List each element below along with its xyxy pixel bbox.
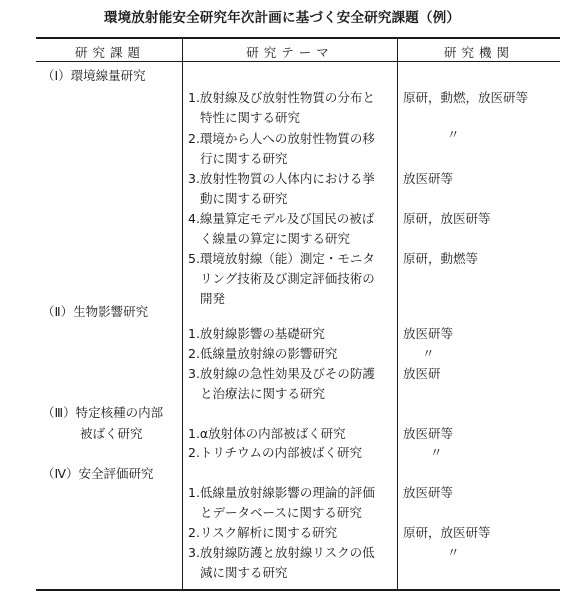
- institution: 原研，動燃等: [403, 251, 479, 266]
- header-rule: [36, 61, 560, 62]
- theme-line: 1.放射線及び放射性物質の分布と: [188, 90, 375, 105]
- theme-line: 特性に関する研究: [200, 110, 301, 125]
- theme-line: 2.トリチウムの内部被ばく研究: [188, 445, 363, 460]
- theme-line: 3.放射性物質の人体内における挙: [188, 171, 375, 186]
- institution: 原研，放医研等: [403, 211, 491, 226]
- theme-line: リング技術及び測定評価技術の: [200, 271, 375, 286]
- institution: 原研，動燃，放医研等: [403, 90, 529, 105]
- theme-line: 1.α放射体の内部被ばく研究: [188, 426, 346, 441]
- category-line: 被ばく研究: [80, 426, 143, 441]
- column-divider-2: [397, 38, 398, 590]
- theme-line: 3.放射線防護と放射線リスクの低: [188, 545, 375, 560]
- institution: 放医研: [403, 366, 441, 381]
- theme-line: 4.線量算定モデル及び国民の被ば: [188, 211, 375, 226]
- category-line: （Ⅰ）環境線量研究: [42, 68, 146, 83]
- theme-line: 3.放射線の急性効果及びその防護: [188, 366, 375, 381]
- theme-line: 動に関する研究: [200, 191, 288, 206]
- theme-line: 2.環境から人への放射性物質の移: [188, 131, 375, 146]
- institution: 〃: [422, 346, 435, 361]
- institution: 放医研等: [403, 326, 454, 341]
- category-line: （Ⅱ）生物影響研究: [42, 304, 149, 319]
- theme-line: 減に関する研究: [200, 565, 288, 580]
- institution: 放医研等: [403, 426, 454, 441]
- theme-line: 1.低線量放射線影響の理論的評価: [188, 485, 375, 500]
- institution: 〃: [447, 127, 460, 142]
- bottom-rule: [36, 589, 560, 591]
- category-line: （Ⅲ）特定核種の内部: [42, 405, 164, 420]
- theme-line: 2.リスク解析に関する研究: [188, 525, 338, 540]
- header-research-topic: 研究課題: [74, 45, 145, 60]
- theme-line: 5.環境放射線（能）測定・モニタ: [188, 251, 375, 266]
- header-research-institution: 研究機関: [443, 45, 514, 60]
- theme-line: 1.放射線影響の基礎研究: [188, 326, 325, 341]
- theme-line: 2.低線量放射線の影響研究: [188, 346, 338, 361]
- institution: 放医研等: [403, 485, 454, 500]
- header-research-theme: 研究テーマ: [246, 45, 334, 60]
- theme-line: と治療法に関する研究: [200, 386, 326, 401]
- theme-line: とデータベースに関する研究: [200, 505, 362, 520]
- institution: 原研，放医研等: [403, 525, 491, 540]
- institution: 〃: [447, 545, 460, 560]
- institution: 〃: [430, 445, 443, 460]
- theme-line: 開発: [200, 291, 226, 306]
- institution: 放医研等: [403, 171, 454, 186]
- top-rule: [36, 37, 560, 39]
- theme-line: く線量の算定に関する研究: [200, 231, 351, 246]
- document-title: 環境放射能安全研究年次計画に基づく安全研究課題（例）: [103, 10, 461, 26]
- theme-line: 行に関する研究: [200, 151, 288, 166]
- column-divider-1: [182, 38, 183, 590]
- category-line: （Ⅳ）安全評価研究: [42, 466, 154, 481]
